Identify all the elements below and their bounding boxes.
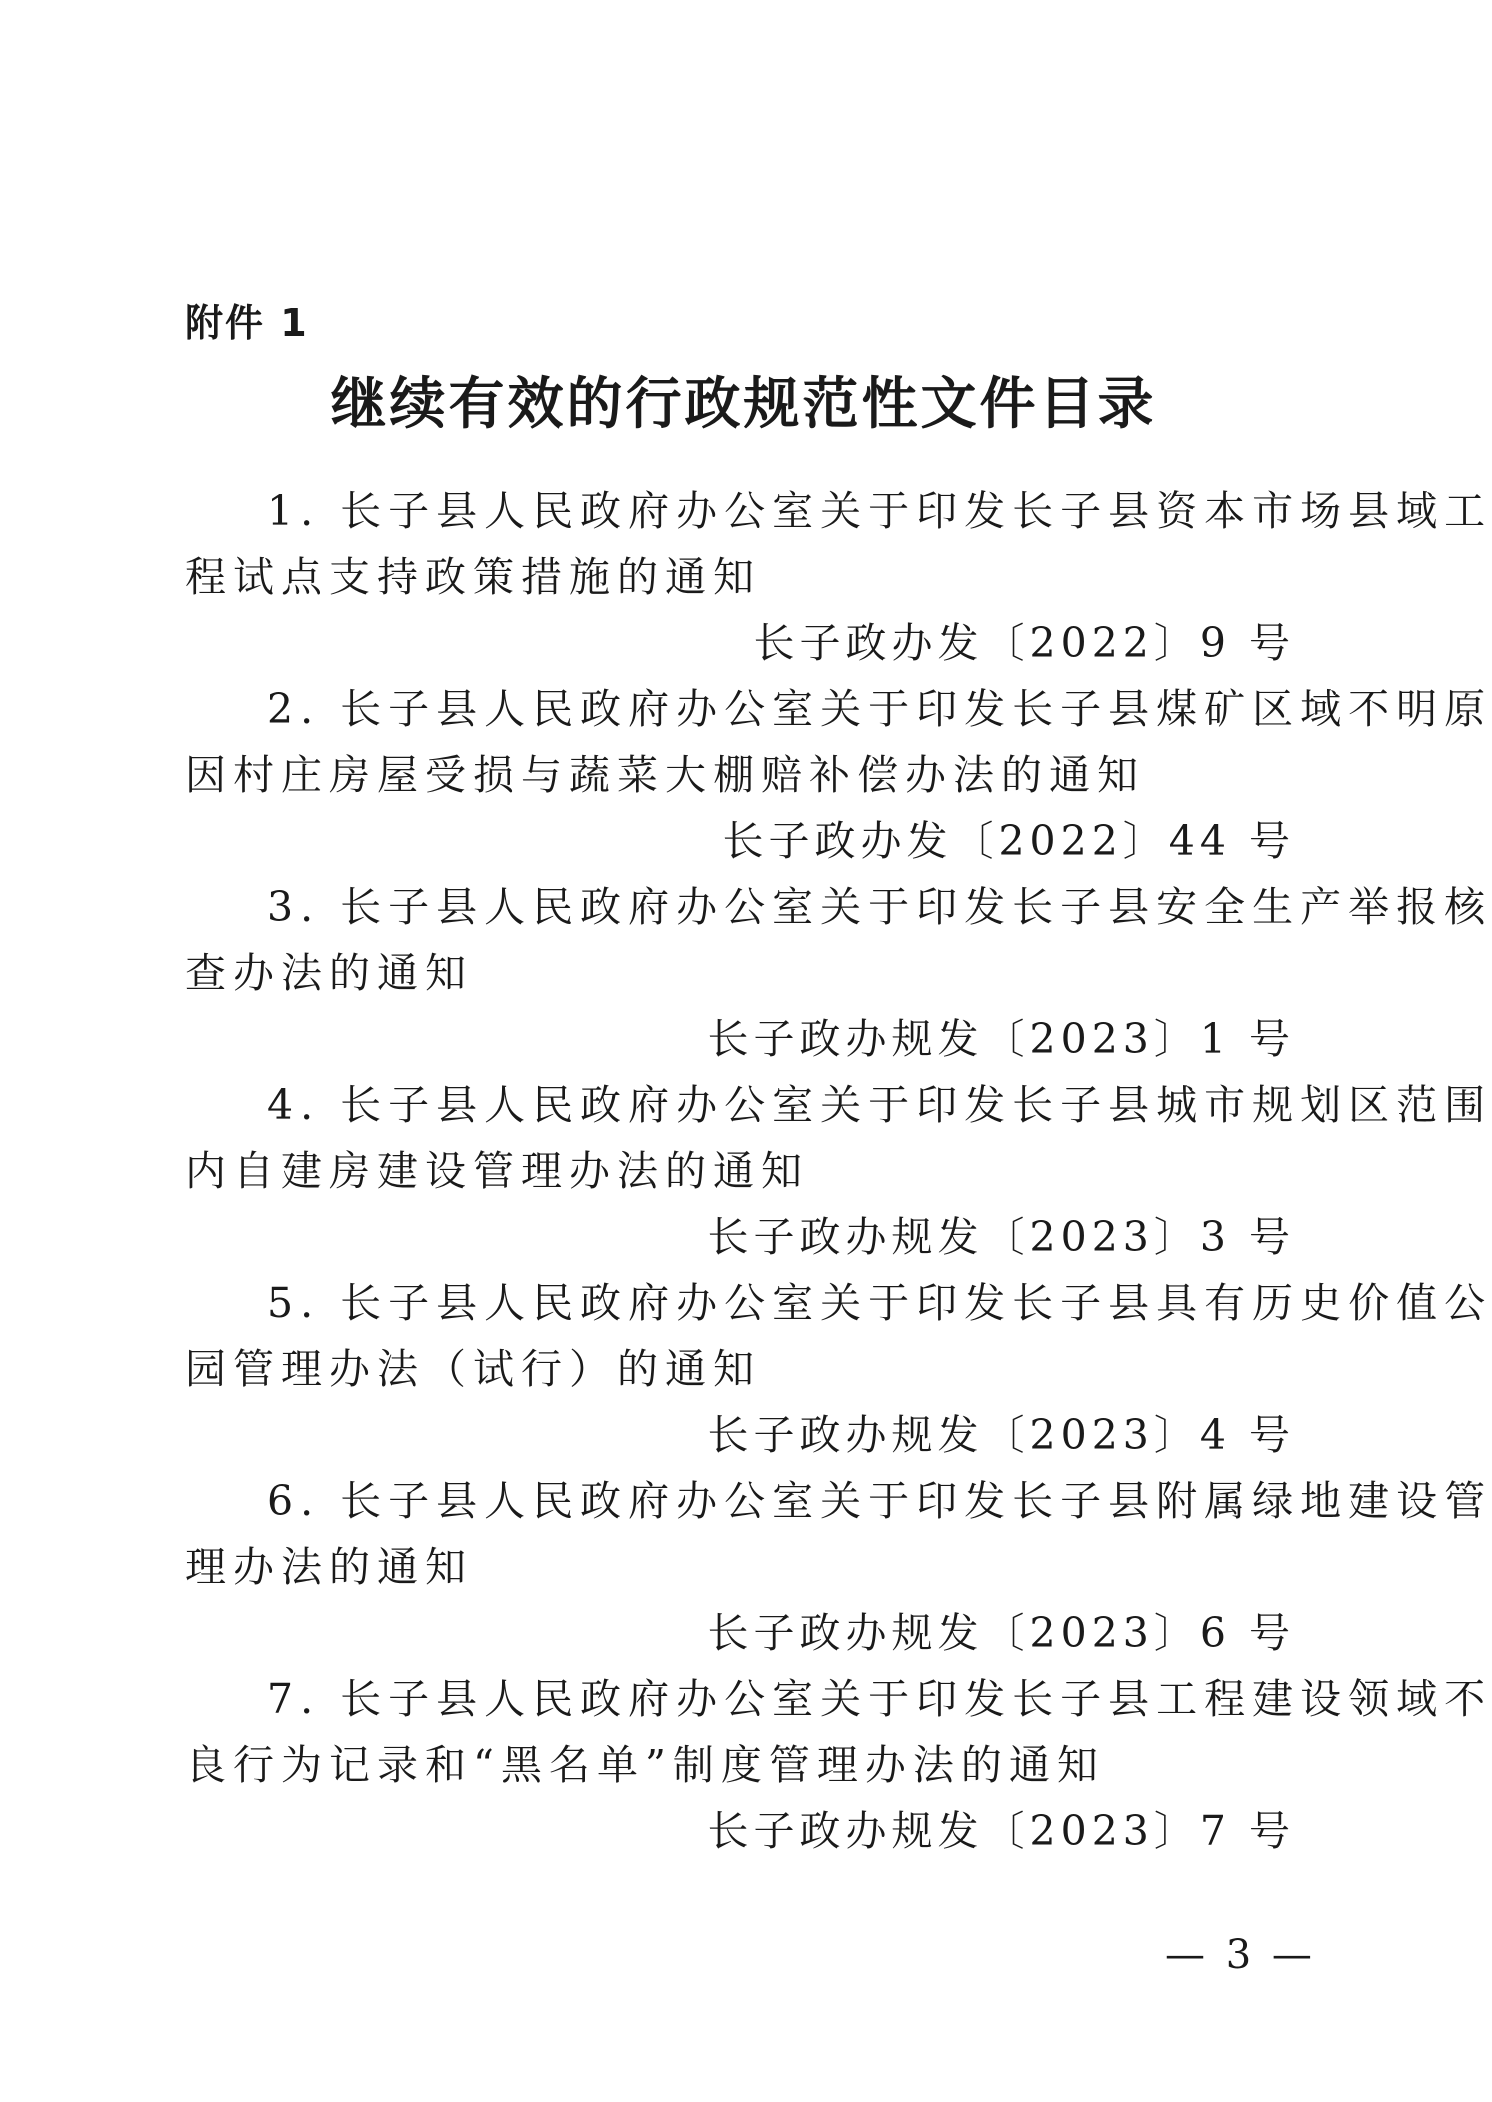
- entry-title-line-2: 良行为记录和“黑名单”制度管理办法的通知: [185, 1741, 1105, 1789]
- list-item: [185, 478, 1492, 676]
- entry-doc-number: 长子政办规发〔2023〕3 号: [707, 1213, 1295, 1261]
- entry-title-line-1: 5. 长子县人民政府办公室关于印发长子县具有历史价值公: [267, 1279, 1492, 1327]
- attachment-label: 附件 1: [185, 301, 309, 345]
- entry-title-line-1: 6. 长子县人民政府办公室关于印发长子县附属绿地建设管: [267, 1477, 1492, 1525]
- list-item: [185, 1468, 1492, 1666]
- entry-doc-number: 长子政办规发〔2023〕4 号: [707, 1411, 1295, 1459]
- entry-title-line-1: 3. 长子县人民政府办公室关于印发长子县安全生产举报核: [267, 883, 1492, 931]
- entry-title-line-2: 程试点支持政策措施的通知: [185, 553, 761, 601]
- entry-doc-number: 长子政办规发〔2023〕1 号: [707, 1015, 1295, 1063]
- entry-doc-number: 长子政办发〔2022〕9 号: [753, 619, 1295, 667]
- entry-doc-number: 长子政办发〔2022〕44 号: [722, 817, 1295, 865]
- entry-title-line-1: 1. 长子县人民政府办公室关于印发长子县资本市场县域工: [267, 487, 1492, 535]
- entry-title-line-2: 查办法的通知: [185, 949, 473, 997]
- list-item: [185, 1666, 1492, 1864]
- list-item: [185, 1270, 1492, 1468]
- entry-doc-number: 长子政办规发〔2023〕6 号: [707, 1609, 1295, 1657]
- page-number: — 3 —: [1165, 1932, 1316, 1978]
- entry-doc-number: 长子政办规发〔2023〕7 号: [707, 1807, 1295, 1855]
- entry-title-line-2: 园管理办法（试行）的通知: [185, 1345, 761, 1393]
- entry-title-line-1: 7. 长子县人民政府办公室关于印发长子县工程建设领域不: [267, 1675, 1492, 1723]
- list-item: [185, 874, 1492, 1072]
- entry-title-line-2: 因村庄房屋受损与蔬菜大棚赔补偿办法的通知: [185, 751, 1145, 799]
- entry-title-line-2: 理办法的通知: [185, 1543, 473, 1591]
- document-list: [185, 478, 1492, 1864]
- entry-title-line-1: 4. 长子县人民政府办公室关于印发长子县城市规划区范围: [267, 1081, 1492, 1129]
- entry-title-line-1: 2. 长子县人民政府办公室关于印发长子县煤矿区域不明原: [267, 685, 1492, 733]
- document-title: 继续有效的行政规范性文件目录: [330, 372, 1157, 437]
- list-item: [185, 676, 1492, 874]
- entry-title-line-2: 内自建房建设管理办法的通知: [185, 1147, 809, 1195]
- list-item: [185, 1072, 1492, 1270]
